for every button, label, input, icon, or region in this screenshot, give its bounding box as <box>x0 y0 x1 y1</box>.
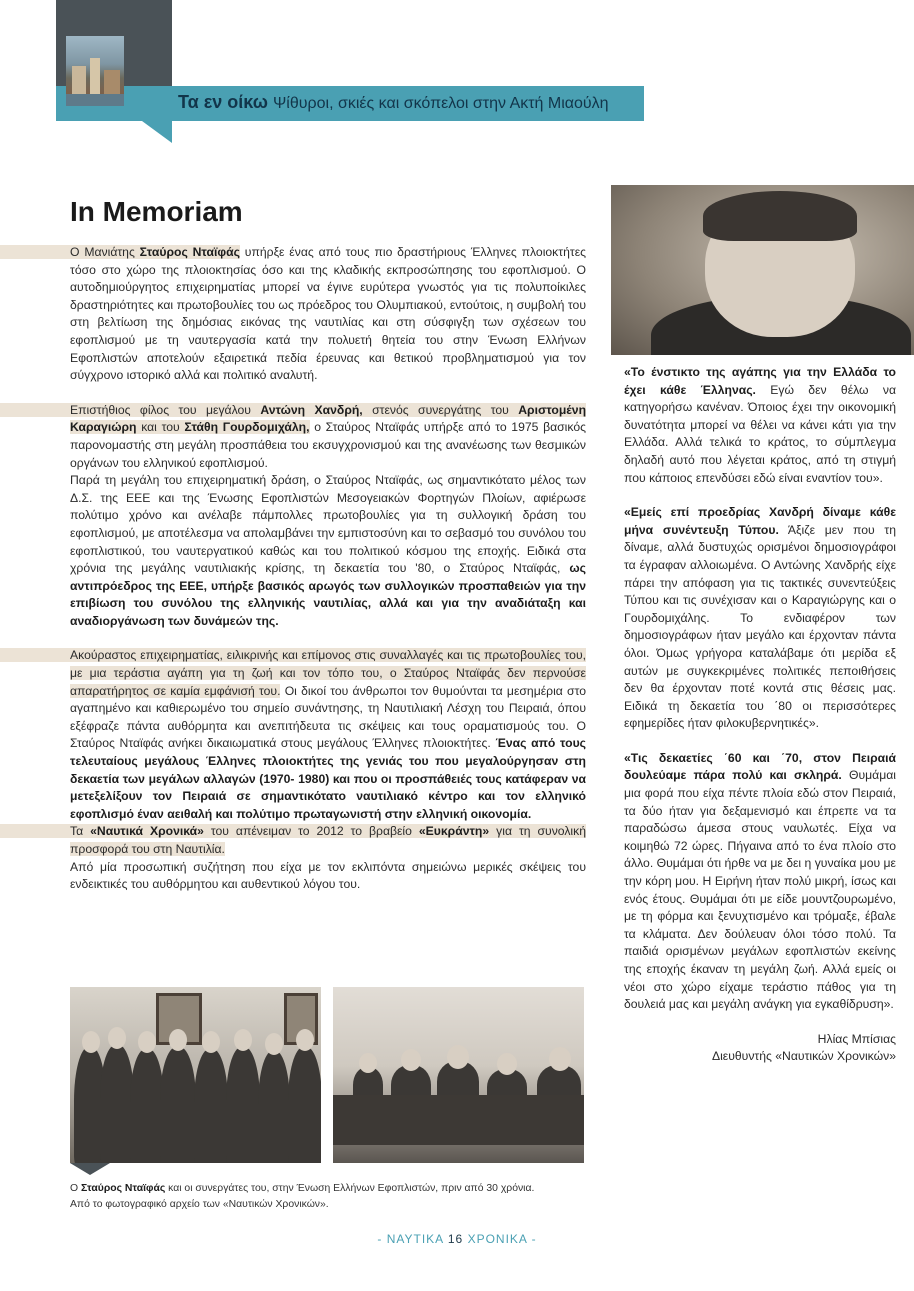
p5-d: «Ευκράντη» <box>418 824 490 839</box>
p5-b: «Ναυτικά Χρονικά» <box>90 824 204 839</box>
p2-d: Αριστομένη Καραγιώρη <box>70 402 587 435</box>
quote-2-text: Άξιζε μεν που τη δίναμε, αλλά δυστυχώς ορισμένοι δημοσιογράφοι τα έγραφαν αλλοιωμένα. Ο Αντώνης Χανδρής είχε πάρει την απόφαση για τις τακτικές συνεντεύξεις Τύπου και τις συνέχισαν και ο Καραγιώργης και ο Γουρδομιχάλης. Το ενδιαφέρον των δημοσιογράφων ήταν μεγάλο και έρχονταν πάντα όλοι. Όμως γρήγορα καταλάβαμε ότι μερίδα εξ αυτών με συγκεκριμένες πολιτικές πεποιθήσεις δεν θα έρχονταν ποτέ κοντά στις θέσεις μας. Ειδικά τη δεκαετία του ΄80 οι περισσότερες εφημερίδες ήταν φιλοκυβερνητικές». <box>624 522 896 731</box>
p3-b: ως αντιπρόεδρος της ΕΕΕ, υπήρξε βασικός αρωγός των συλλογικών προσπαθειών για την επιβίωση του συνόλου της ελληνικής ναυτιλίας, αλλά και για την αναδιάταξη και αναδιοργάνωση των δυνάμεών της. <box>70 561 586 628</box>
p2-a: Επιστήθιος φίλος του μεγάλου <box>70 402 251 417</box>
group-photo-meeting <box>333 987 584 1163</box>
p5-e: για τη συνολική προσφορά του στη Ναυτιλία. <box>70 824 587 856</box>
quote-3-bold: «Τις δεκαετίες ΄60 και ΄70, στον Πειραιά δουλεύαμε πάρα πολύ και σκληρά. <box>624 750 896 783</box>
section-header <box>178 92 609 116</box>
quotes-column <box>624 364 896 1066</box>
signature-name: Ηλίας Μπίσιας <box>817 1031 896 1046</box>
p5-a: Τα <box>70 824 84 839</box>
paragraph-2 <box>70 402 586 472</box>
quote-3-text: Θυμάμαι μια φορά που είχα πέντε πλοία εδώ στον Πειραιά, τα δύο ήταν για δεξαμενισμό και έπρεπε να τα παραδώσω άμεσα στους ναυλωτές. Είχα να κοιμηθώ 72 ώρες. Πήγαινα από το ένα πλοίο στο άλλο. Θυμάμαι ότι ήρθε να με δει η γυναίκα μου με την κόρη μου. Η Ειρήνη ήταν πολύ μικρή, ίσως και ενός έτους. Θυμάμαι ότι με είδε μουντζουρωμένο, με τη φόρμα και ξενυχτισμένο και τρόμαξε, έβαλε τα κλάματα. Δεν δούλευαν όλοι τόσο πολύ. Τα παιδιά ορισμένων μεγάλων εφοπλιστών εκείνης της εποχής έκαναν τη μεγάλη ζωή. Αλλά εμείς οι νέοι στο χώρο είχαμε τεράστιο πάθος για τη δουλειά μας και μεγάλη ανάγκη για εγκαθίδρυση». <box>624 768 896 1012</box>
p4-b: Οι δικοί του άνθρωποι τον θυμούνται τα μεσημέρια στο αγαπημένο και καθιερωμένο του σημείο συνάντησης, τη Ναυτιλιακή Λέσχη του Πειραιά, όπου εξέφραζε πάντα αυθόρμητα και ανεπιτήδευτα τις σκέψεις και τους οραματισμούς του. Ο Σταύρος Νταϊφάς ανήκει δικαιωματικά στους μεγάλους Έλληνες πλοιοκτήτες. <box>70 683 586 751</box>
quote-2 <box>624 504 896 733</box>
header-notch <box>142 121 172 143</box>
caption-a: Ο <box>70 1183 79 1194</box>
p2-c: στενός συνεργάτης του <box>372 402 509 417</box>
paragraph-6: Από μία προσωπική συζήτηση που είχα με τον εκλιπόντα σημειώνω μερικές σκέψεις του ενδεικτικές του αυθόρμητου και αυθεντικού λόγου του. <box>70 859 586 892</box>
caption-c: Από το φωτογραφικό αρχείο των «Ναυτικών Χρονικών». <box>70 1198 329 1210</box>
caption-b: και οι συνεργάτες του, στην Ένωση Ελλήνων Εφοπλιστών, πριν από 30 χρόνια. <box>168 1183 535 1194</box>
quote-1-bold: «Το ένστικτο της αγάπης για την Ελλάδα το έχει κάθε Έλληνας. <box>624 365 896 397</box>
p2-g: ο Σταύρος Νταϊφάς υπήρξε από το 1975 βασικός παρονομαστής στη μεγάλη προσπάθεια του εκσυγχρονισμού και της ανανέωσης των θεσμικών οργάνων του ελληνικού εφοπλισμού. <box>70 420 586 470</box>
footer-left: - ΝΑΥΤΙΚΑ <box>377 1232 444 1246</box>
signature-role: Διευθυντής «Ναυτικών Χρονικών» <box>711 1049 896 1064</box>
quote-1-text: Εγώ δεν θέλω να κατηγορήσω κανέναν. Όποιος έχει την οικονομική δυνατότητα μπορεί να θέλει να κάνει κάτι για την Ελλάδα. Αλλά τελικά το κράτος, το σύμπλεγμα δηλαδή αυτό που λέγεται κράτος, από τη στιγμή που κάποιος επενδύσει εδώ είναι εναντίον του». <box>624 382 897 485</box>
footer-right: ΧΡΟΝΙΚΑ - <box>467 1232 537 1246</box>
page-number: 16 <box>447 1232 464 1246</box>
p1-name: Σταύρος Νταϊφάς <box>139 245 240 259</box>
section-subtitle: Ψίθυροι, σκιές και σκόπελοι στην Ακτή Μιαούλη <box>272 95 609 112</box>
quote-3 <box>624 750 896 1014</box>
paragraph-4 <box>70 647 586 823</box>
p4-c: Ένας από τους τελευταίους μεγάλους Έλληνες πλοιοκτήτες της γενιάς του που μεγαλούργησαν στη δεκαετία των μεγάλων αλλαγών (1970- 1980) και που οι προσπάθειές τους κατάφεραν να μετεξελίξουν τον Πειραιά σε σημαντικότατο ναυτιλιακό κέντρο και τον ελληνικό εφοπλισμό έναν αειθαλή και πολύτιμο πρωταγωνιστή στην ελληνική οικονομία. <box>70 736 586 821</box>
photo-caption <box>70 1181 590 1212</box>
p3-a: Παρά τη μεγάλη του επιχειρηματική δράση, ο Σταύρος Νταϊφάς, ως σημαντικότατο μέλος των Δ.Σ. της ΕΕΕ και της Ένωσης Εφοπλιστών Μεσογειακών Φορτηγών Πλοίων, αφιέρωσε πολύτιμο χρόνο και ανέλαβε πάμπολλες πρωτοβουλίες για τη συλλογική δράση του εφοπλισμού, με αποτέλεσμα να απολαμβάνει την εμπιστοσύνη και το σεβασμό του συνόλου του εφοπλιστικού, του ναυτεργατικού καθώς και του πολιτικού κόσμου της εποχής. Ειδικά στα χρόνια της μεγάλης ναυτιλιακής κρίσης, τη δεκαετία του '80, ο Σταύρος Νταϊφάς, <box>70 473 586 576</box>
paragraph-1 <box>70 244 586 385</box>
paragraph-5 <box>70 823 586 858</box>
caption-name: Σταύρος Νταϊφάς <box>80 1183 166 1194</box>
paragraph-3 <box>70 472 586 630</box>
section-name: Τα εν οίκω <box>178 92 268 112</box>
p2-e: και του <box>141 420 180 435</box>
p5-c: του απένειμαν το 2012 το βραβείο <box>210 824 412 839</box>
p2-f: Στάθη Γουρδομιχάλη, <box>184 420 310 435</box>
p2-b: Αντώνη Χανδρή, <box>260 402 363 417</box>
group-photo-standing <box>70 987 321 1163</box>
page-footer <box>0 1232 914 1246</box>
photo-pointer <box>70 1163 110 1175</box>
header-harbor-thumbnail <box>66 36 124 106</box>
p4-a: Ακούραστος επιχειρηματίας, ειλικρινής και επίμονος στις συναλλαγές και τις πρωτοβουλίες του, με μια τεράστια αγάπη για τη ζωή και τον τόπο του, ο Σταύρος Νταϊφάς δεν περνούσε απαρατήρητος σε καμία εμφάνισή του. <box>70 648 586 698</box>
quote-2-bold: «Εμείς επί προεδρίας Χανδρή δίναμε κάθε μήνα συνέντευξη Τύπου. <box>624 505 896 537</box>
p1-lead: Ο Μανιάτης <box>70 245 135 259</box>
article-body <box>70 244 586 894</box>
p1-text: υπήρξε ένας από τους πιο δραστήριους Έλληνες πλοιοκτήτες τόσο στο χώρο της πλοιοκτησίας όσο και της κλαδικής εκπροσώπησης του εφοπλισμού. Ο αυτοδημιούργητος επιχειρηματίας μπορεί να έγινε ευρύτερα γνωστός για τις πολυποίκιλες δραστηριότητες και πρωτοβουλίες του ως πρόεδρος του Ολυμπιακού, εντούτοις, η συμβολή του στη βελτίωση της δημόσιας εικόνας της ναυτιλίας και στη σύσφιγξη των σχέσεων του εφοπλισμού με τη ναυτεργασία κατά την πολυετή θητεία του στην Ένωση Ελλήνων Εφοπλιστών αποτελούν εξαιρετικά πεδία έρευνας και θετικού προβληματισμού για τον σύγχρονο ιστορικό αλλά και πολιτικό αναλυτή. <box>70 245 586 383</box>
article-title: In Memoriam <box>70 196 243 227</box>
quote-1 <box>624 364 896 487</box>
portrait-photo <box>611 185 914 355</box>
